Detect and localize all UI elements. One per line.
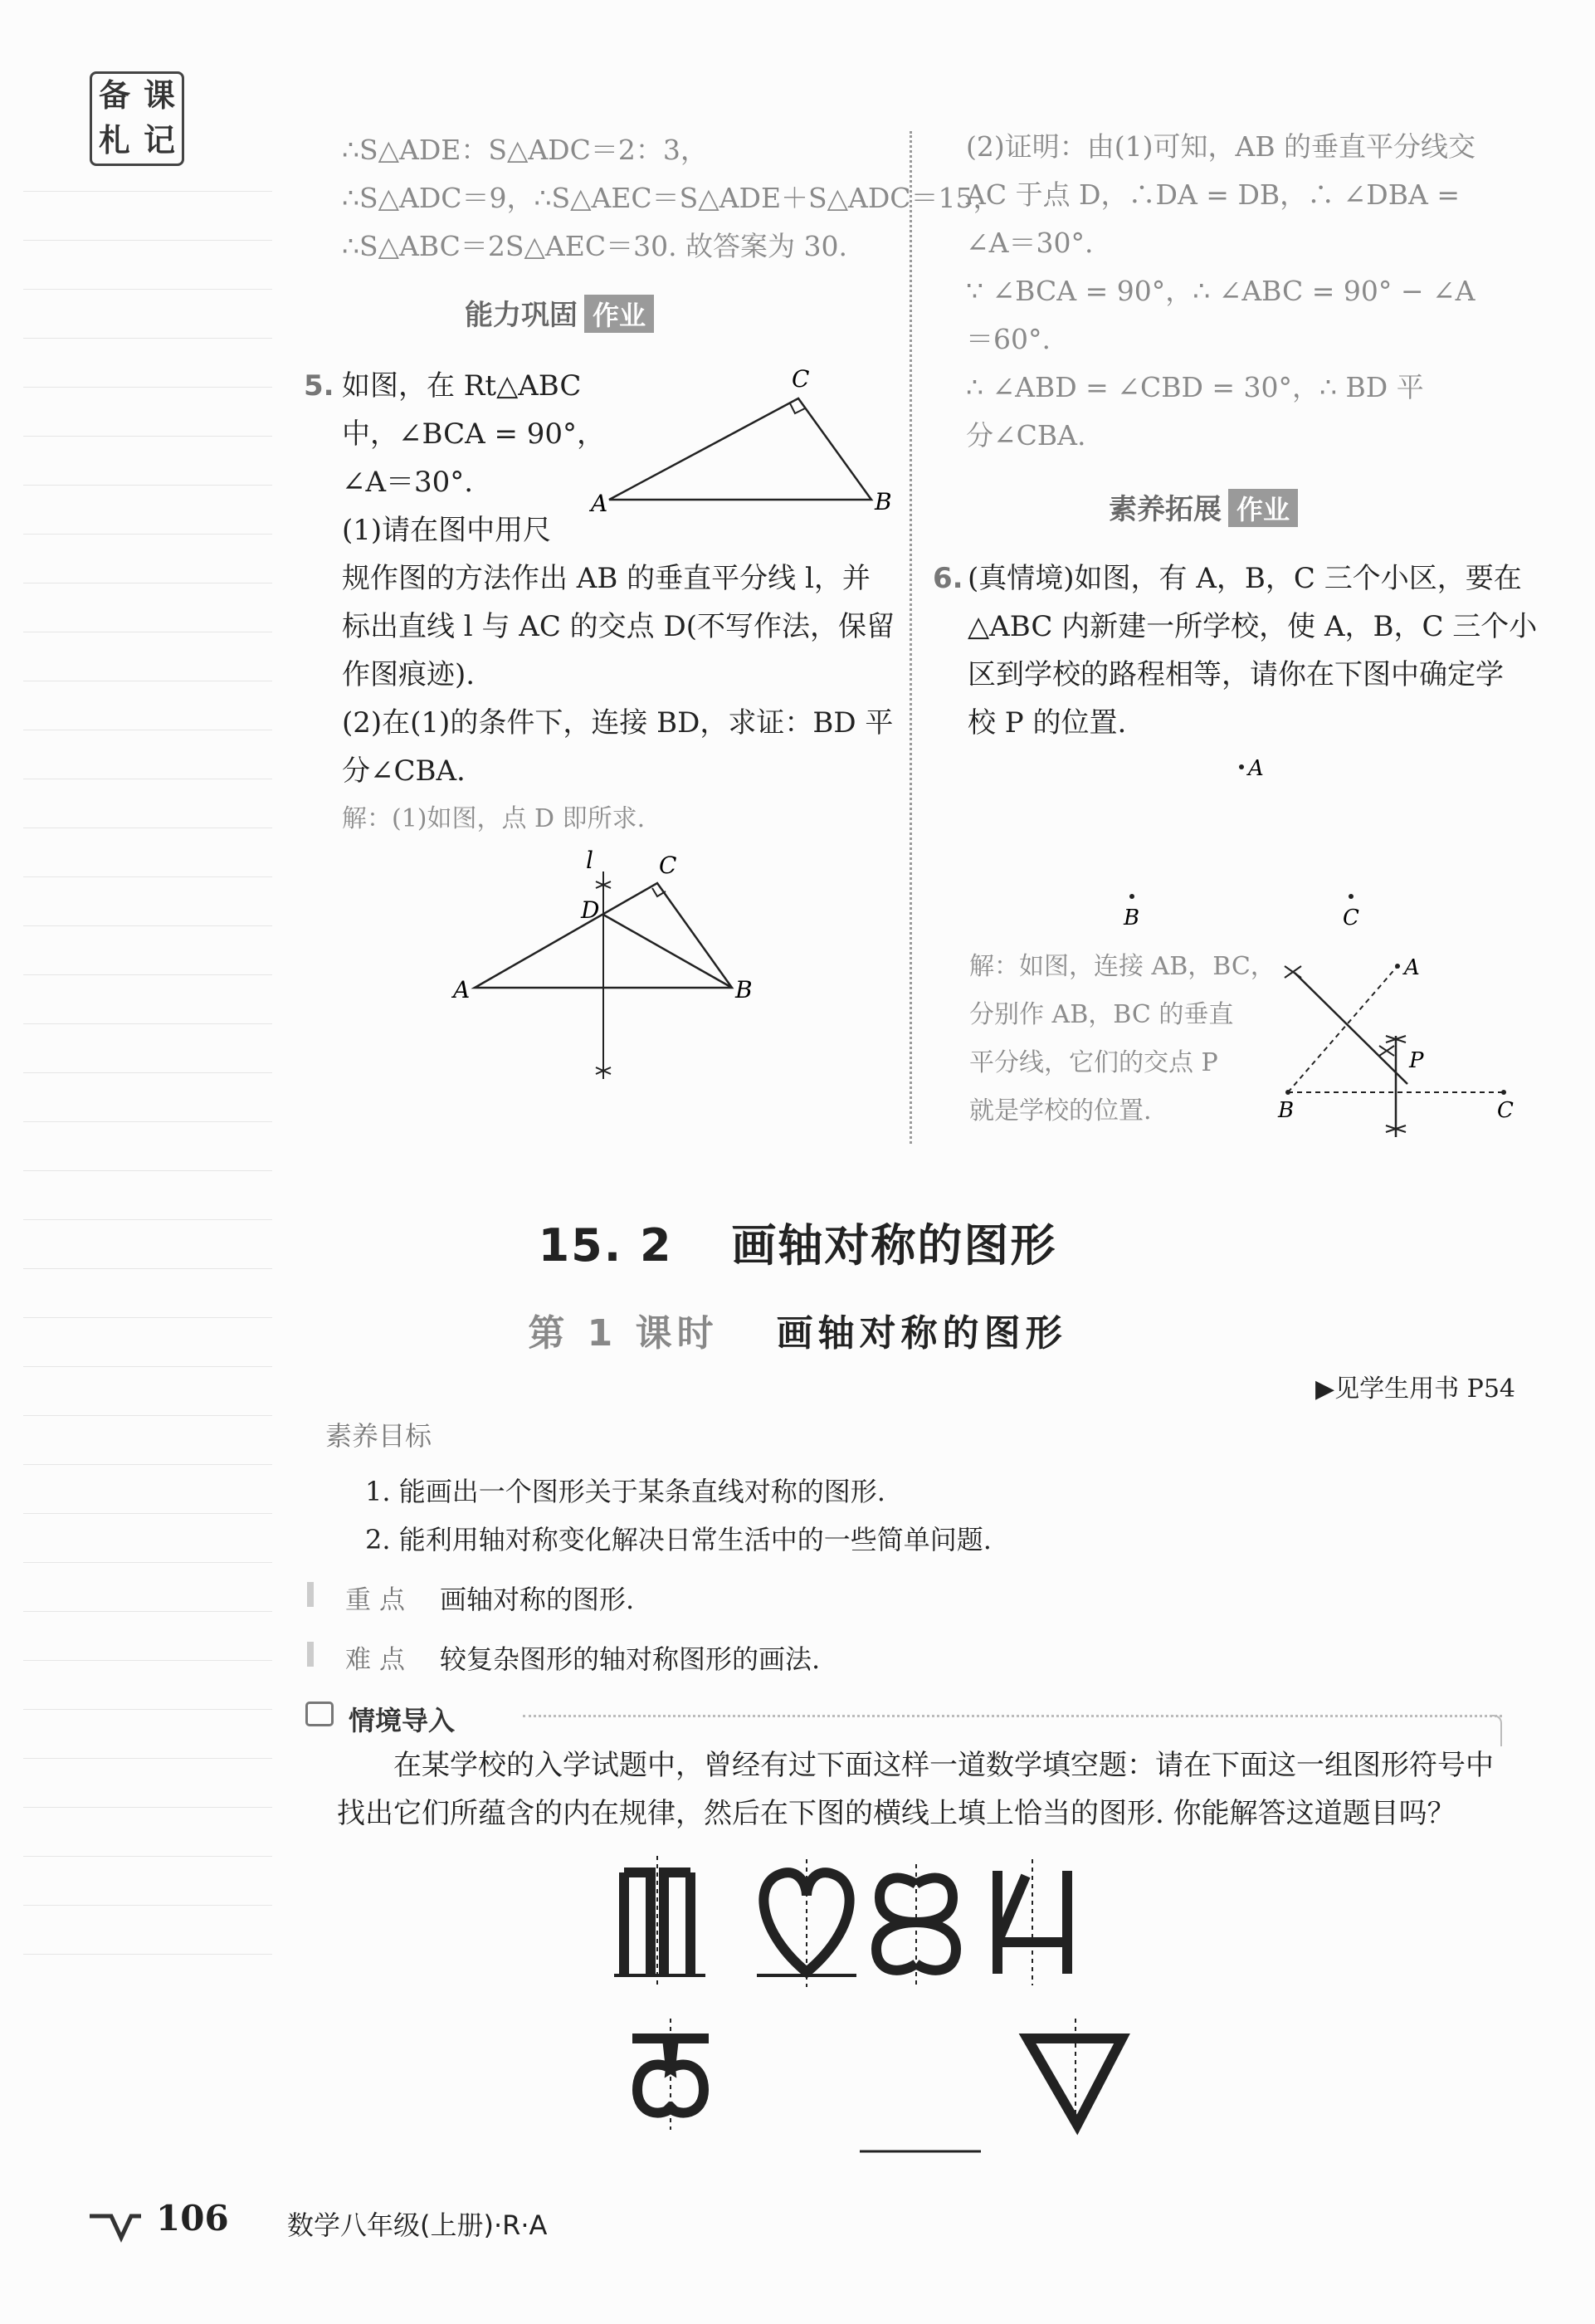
book-title: 数学八年级(上册)·R·A [287, 2209, 548, 2241]
problem-line: 区到学校的路程相等，请你在下图中确定学 [968, 658, 1504, 691]
vertex-label-c: C [659, 852, 677, 879]
vertex-label-c: C [792, 365, 810, 393]
problem-6-solution [969, 943, 1276, 1135]
column-divider [910, 131, 912, 1144]
symmetry-puzzle-figure [598, 1851, 1212, 2175]
problem-number: 6. [933, 562, 963, 595]
key-point-label: 重点 [345, 1585, 413, 1615]
point-label-a: A [1404, 955, 1420, 980]
point-label-p: P [1409, 1048, 1424, 1073]
lesson-notes-badge [90, 71, 184, 166]
solution-line: 解：如图，连接 AB，BC， [969, 952, 1276, 981]
point-label-a: A [1248, 756, 1264, 781]
banner-extend [1109, 486, 1298, 527]
badge-char: 札 [98, 122, 130, 159]
lesson-label: 第 1 课时 [528, 1312, 719, 1355]
problem-6 [933, 554, 1538, 747]
intro-icon [305, 1702, 334, 1726]
problem-line: 规作图的方法作出 AB 的垂直平分线 l，并 [342, 562, 871, 595]
section-heading [0, 1210, 1595, 1274]
problem-line: △ABC 内新建一所学校，使 A，B，C 三个小 [968, 610, 1538, 643]
solution-line: ∴S△ABC＝2S△AEC＝30. 故答案为 30. [342, 230, 848, 262]
solution-line: ∴S△ADC＝9，∴S△AEC＝S△ADE＋S△ADC＝15， [342, 182, 1001, 214]
lesson-heading [0, 1303, 1595, 1356]
symbol-mirrored-one [614, 1856, 705, 1985]
problem-number: 5. [304, 369, 334, 403]
proof-line: (2)证明：由(1)可知，AB 的垂直平分线交 [966, 130, 1476, 163]
banner-text: 能力巩固 [465, 299, 578, 332]
intro-divider [523, 1715, 1502, 1717]
problem-line: 作图痕迹). [342, 658, 476, 691]
problem-line: 标出直线 l 与 AC 的交点 D(不写作法，保留 [342, 610, 895, 643]
line-label-l: l [586, 847, 593, 874]
student-book-reference: ▶见学生用书 P54 [1315, 1374, 1515, 1404]
margin-note-lines [23, 191, 272, 2083]
triangle-figure-2 [440, 847, 755, 1096]
problem-line: (真情境)如图，有 A，B，C 三个小区，要在 [968, 562, 1522, 595]
problem-line: 中，∠BCA = 90°， [342, 417, 606, 451]
homework-tag: 作业 [1228, 489, 1298, 527]
lesson-title: 画轴对称的图形 [776, 1312, 1067, 1355]
prev-solution [342, 126, 1001, 271]
symbol-mirrored-five [632, 2019, 709, 2130]
solution-line: 解：(1)如图，点 D 即所求. [342, 804, 646, 833]
page-number: 106 [156, 2198, 229, 2239]
symbol-mirrored-three [876, 1864, 956, 1987]
difficulty-marker [307, 1642, 314, 1667]
section-number: 15. 2 [538, 1219, 673, 1272]
proof-line: 分∠CBA. [966, 419, 1086, 452]
vertex-label-a: A [453, 976, 471, 1003]
intro-paragraph: 在某学校的入学试题中，曾经有过下面这样一道数学填空题：请在下面这一组图形符号中找出它们所蕴含的内在规律，然后在下图的横线上填上恰当的图形. 你能解答这道题目吗？ [337, 1749, 1494, 1830]
difficulty-label: 难点 [345, 1645, 413, 1675]
solution-line: 就是学校的位置. [969, 1096, 1152, 1125]
vertex-label-a: A [591, 490, 608, 517]
intro-heading: 情境导入 [349, 1705, 456, 1736]
point-label-b: B [1124, 906, 1140, 930]
problem-line: (1)请在图中用尺 [342, 514, 552, 547]
footer-decoration-icon [86, 2201, 144, 2243]
symbol-mirrored-four [997, 1859, 1067, 1985]
point-label-c: C [1497, 1098, 1514, 1123]
difficulty-text: 较复杂图形的轴对称图形的画法. [440, 1643, 821, 1675]
banner-text: 素养拓展 [1109, 493, 1222, 526]
key-point-marker [307, 1582, 314, 1607]
problem-5-proof [966, 123, 1514, 460]
key-point-text: 画轴对称的图形. [440, 1584, 635, 1615]
solution-line: 平分线，它们的交点 P [969, 1048, 1218, 1077]
proof-line: ∴ ∠ABD = ∠CBD = 30°，∴ BD 平 [966, 371, 1424, 403]
point-label-d: D [581, 896, 600, 924]
symbol-triangle [1027, 2019, 1122, 2130]
goal-item: 1. 能画出一个图形关于某条直线对称的图形. [365, 1476, 885, 1507]
construction-figure [1270, 938, 1519, 1145]
goal-item: 2. 能利用轴对称变化解决日常生活中的一些简单问题. [365, 1524, 992, 1555]
problem-line: 校 P 的位置. [968, 706, 1127, 740]
point-label-b: B [1278, 1098, 1295, 1123]
homework-tag: 作业 [584, 295, 654, 333]
symbol-heart [757, 1859, 856, 1987]
problem-line: (2)在(1)的条件下，连接 BD，求证：BD 平 [342, 706, 894, 740]
triangle-figure-1 [581, 365, 896, 531]
proof-line: AC 于点 D，∴DA = DB，∴ ∠DBA = [966, 178, 1460, 211]
section-title: 画轴对称的图形 [731, 1219, 1057, 1272]
problem-line: ∠A＝30°. [342, 466, 474, 499]
problem-line: 如图，在 Rt△ABC [342, 369, 582, 403]
badge-char: 记 [143, 122, 175, 159]
vertex-label-b: B [735, 976, 753, 1003]
badge-char: 备 [98, 77, 130, 114]
proof-line: ＝60°. [966, 323, 1051, 355]
banner-consolidate [465, 292, 654, 333]
vertex-label-b: B [875, 488, 892, 515]
solution-line: 分别作 AB，BC 的垂直 [969, 1000, 1234, 1029]
proof-line: ∵ ∠BCA = 90°，∴ ∠ABC = 90° − ∠A [966, 275, 1475, 307]
badge-char: 课 [143, 77, 175, 114]
proof-line: ∠A＝30°. [966, 227, 1094, 259]
point-figure [1104, 747, 1402, 938]
solution-line: ∴S△ADE：S△ADC＝2：3， [342, 134, 708, 166]
goals-heading: 素养目标 [325, 1420, 432, 1452]
problem-line: 分∠CBA. [342, 754, 466, 788]
point-label-c: C [1343, 906, 1359, 930]
